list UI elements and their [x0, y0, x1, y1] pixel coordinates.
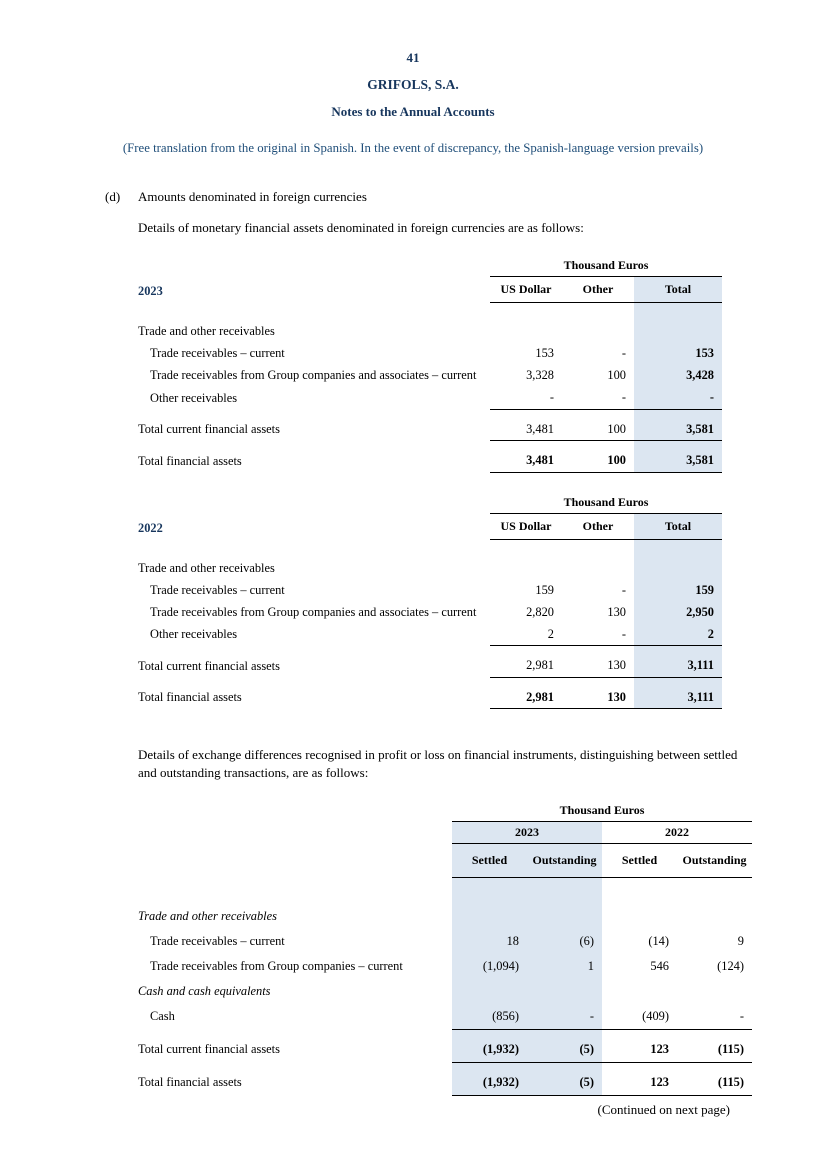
- cell-value: 100: [562, 441, 634, 473]
- cell-value: 3,481: [490, 409, 562, 441]
- cell-value: 123: [602, 1062, 677, 1095]
- row-label: Trade receivables – current: [150, 582, 285, 597]
- year-group-header: 2023: [452, 822, 602, 844]
- cell-value: 3,111: [634, 646, 722, 678]
- cell-value: -: [527, 1004, 602, 1030]
- column-header: Total: [634, 513, 722, 539]
- cell-value: (1,094): [452, 954, 527, 979]
- row-label: Trade receivables from Group companies – current: [150, 958, 403, 973]
- column-header: Other: [562, 277, 634, 303]
- year-group-header: 2022: [602, 822, 752, 844]
- units-header: Thousand Euros: [452, 801, 752, 822]
- cell-value: 130: [607, 604, 626, 619]
- cell-value: 18: [452, 929, 527, 954]
- cell-value: (856): [452, 1004, 527, 1030]
- monetary-assets-table-2022: [138, 493, 722, 710]
- cell-value: 3,481: [490, 441, 562, 473]
- units-row: [138, 256, 722, 277]
- table-row: [138, 979, 752, 1004]
- cell-value: -: [562, 387, 634, 410]
- header-row: [138, 277, 722, 303]
- units-header: Thousand Euros: [490, 256, 722, 277]
- table-row: [138, 557, 722, 579]
- cell-value: -: [621, 346, 626, 360]
- row-label: Trade and other receivables: [138, 560, 275, 575]
- header-row: [138, 513, 722, 539]
- row-label: Other receivables: [150, 627, 238, 641]
- section-title: Amounts denominated in foreign currencies: [138, 189, 367, 204]
- cell-value: 9: [737, 933, 744, 948]
- table-row: [138, 365, 722, 387]
- section-heading: [105, 189, 826, 205]
- year-group-row: [138, 822, 752, 844]
- cell-value: (409): [602, 1004, 677, 1030]
- row-label: Trade receivables from Group companies and associates – current: [150, 604, 477, 619]
- cell-value: 153: [634, 343, 722, 365]
- cell-value: 159: [535, 582, 554, 597]
- column-header: Total: [634, 277, 722, 303]
- monetary-assets-table-2023: [138, 256, 722, 473]
- cell-value: 1: [527, 954, 602, 979]
- cell-value: -: [677, 1004, 752, 1030]
- spacer-row: [138, 539, 722, 557]
- table-row: [138, 954, 752, 979]
- row-label: Total current financial assets: [138, 422, 280, 436]
- cell-value: 123: [602, 1029, 677, 1062]
- cell-value: (5): [527, 1062, 602, 1095]
- cell-value: (115): [677, 1062, 752, 1095]
- row-label: Cash: [150, 1009, 175, 1024]
- cell-value: 2,981: [490, 646, 562, 678]
- row-label: Total financial assets: [138, 453, 242, 468]
- total-row: [138, 1029, 752, 1062]
- continued-note: (Continued on next page): [597, 1102, 730, 1117]
- intro-paragraph: Details of monetary financial assets denominated in foreign currencies are as follows:: [138, 220, 584, 235]
- cell-value: 159: [634, 579, 722, 601]
- row-label: Trade and other receivables: [138, 908, 277, 923]
- cell-value: 2,950: [634, 601, 722, 623]
- column-header: US Dollar: [490, 513, 562, 539]
- table-row: [138, 601, 722, 623]
- cell-value: 130: [562, 646, 634, 678]
- table-row: [138, 343, 722, 365]
- cell-value: 100: [562, 409, 634, 441]
- row-label: Trade and other receivables: [138, 324, 275, 338]
- cell-value: 2: [490, 623, 562, 646]
- cell-value: 153: [535, 346, 554, 360]
- row-label: Other receivables: [150, 390, 238, 405]
- units-header: Thousand Euros: [490, 493, 722, 514]
- cell-value: 3,581: [634, 441, 722, 473]
- column-header: Outstanding: [677, 844, 752, 878]
- cell-value: (14): [648, 933, 669, 948]
- cell-value: 546: [650, 958, 669, 973]
- cell-value: (5): [527, 1029, 602, 1062]
- exchange-differences-table: [138, 801, 752, 1096]
- cell-value: (1,932): [452, 1062, 527, 1095]
- spacer-row: [138, 303, 722, 321]
- row-label: Total current financial assets: [138, 658, 280, 673]
- table-row: [138, 1004, 752, 1030]
- table-row: [138, 904, 752, 929]
- total-row: [138, 677, 722, 709]
- row-label: Total financial assets: [138, 690, 242, 704]
- year-label: 2023: [138, 284, 163, 298]
- cell-value: 2,981: [490, 677, 562, 709]
- column-header: Settled: [452, 844, 527, 878]
- cell-value: 3,581: [634, 409, 722, 441]
- cell-value: 3,328: [526, 368, 554, 382]
- cell-value: 100: [607, 368, 626, 382]
- column-header: US Dollar: [490, 277, 562, 303]
- cell-value: -: [562, 623, 634, 646]
- header-row: [138, 844, 752, 878]
- column-header: Outstanding: [527, 844, 602, 878]
- total-row: [138, 1062, 752, 1095]
- cell-value: -: [634, 387, 722, 410]
- table-row: [138, 321, 722, 343]
- units-row: [138, 801, 752, 822]
- cell-value: 2,820: [526, 604, 554, 619]
- cell-value: (6): [527, 929, 602, 954]
- cell-value: 2: [634, 623, 722, 646]
- row-label: Cash and cash equivalents: [138, 983, 271, 998]
- row-label: Trade receivables – current: [150, 933, 285, 948]
- table-row: [138, 579, 722, 601]
- translation-note: (Free translation from the original in Spanish. In the event of discrepancy, the Spanish-language version prevails): [122, 141, 704, 155]
- units-row: [138, 493, 722, 514]
- table-row: [138, 623, 722, 646]
- row-label: Trade receivables from Group companies and associates – current: [150, 368, 477, 382]
- cell-value: 3,111: [634, 677, 722, 709]
- column-header: Settled: [602, 844, 677, 878]
- company-title: GRIFOLS, S.A.: [367, 77, 459, 92]
- cell-value: (115): [677, 1029, 752, 1062]
- cell-value: -: [490, 387, 562, 410]
- cell-value: 3,428: [634, 365, 722, 387]
- cell-value: 130: [562, 677, 634, 709]
- spacer-row: [138, 878, 752, 904]
- cell-value: (124): [717, 958, 744, 973]
- cell-value: (1,932): [452, 1029, 527, 1062]
- total-row: [138, 646, 722, 678]
- total-row: [138, 409, 722, 441]
- table-row: [138, 929, 752, 954]
- row-label: Trade receivables – current: [150, 346, 285, 360]
- row-label: Total financial assets: [138, 1075, 242, 1090]
- column-header: Other: [562, 513, 634, 539]
- exchange-paragraph: Details of exchange differences recognised in profit or loss on financial instruments, distinguishing between settled and outstanding transactions, are as follows:: [138, 747, 738, 780]
- row-label: Total current financial assets: [138, 1042, 280, 1057]
- page-number: 41: [406, 50, 420, 65]
- year-label: 2022: [138, 520, 163, 535]
- total-row: [138, 441, 722, 473]
- document-title: Notes to the Annual Accounts: [331, 104, 495, 119]
- section-letter: (d): [105, 189, 121, 204]
- table-row: [138, 387, 722, 410]
- cell-value: -: [621, 582, 626, 597]
